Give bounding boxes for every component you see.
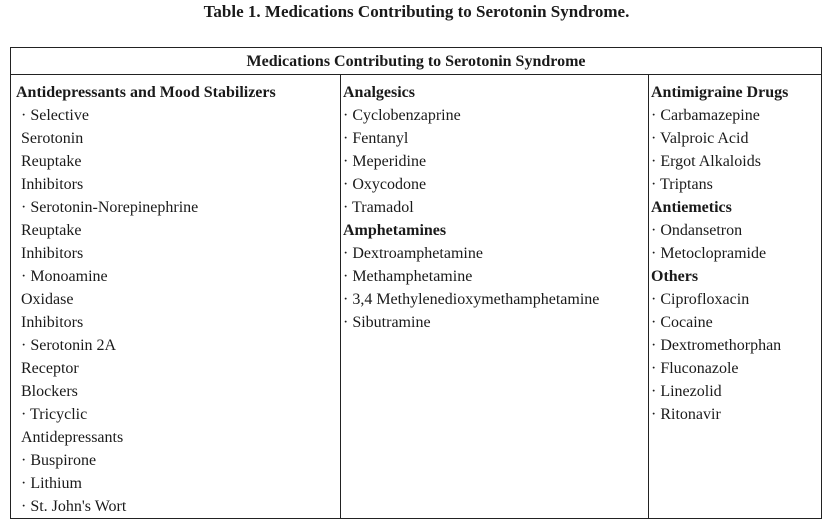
group-title: Antiemetics	[651, 199, 732, 216]
column-2	[341, 75, 649, 518]
group-title: Antidepressants and Mood Stabilizers	[16, 84, 276, 101]
list-item: · Ondansetron	[651, 222, 743, 239]
list-item: · Ritonavir	[651, 406, 721, 423]
list-item: · Buspirone	[21, 452, 97, 469]
list-item: · Serotonin 2A	[21, 337, 117, 354]
list-item: Serotonin	[21, 130, 84, 147]
list-item: · Metoclopramide	[651, 245, 767, 262]
group-title: Antimigraine Drugs	[651, 84, 789, 101]
list-item: · Serotonin-Norepinephrine	[21, 199, 199, 216]
list-item: · Fentanyl	[343, 130, 409, 147]
list-item: Blockers	[21, 383, 78, 400]
list-item: · Ciprofloxacin	[651, 291, 750, 308]
list-item: · Ergot Alkaloids	[651, 153, 761, 170]
list-item: Inhibitors	[21, 314, 84, 331]
list-item: Reuptake	[21, 222, 82, 239]
list-item: · Monoamine	[21, 268, 108, 285]
list-item: · Triptans	[651, 176, 713, 193]
list-item: · Meperidine	[343, 153, 427, 170]
list-item: · Sibutramine	[343, 314, 431, 331]
list-item: Receptor	[21, 360, 79, 377]
list-item: Inhibitors	[21, 176, 84, 193]
column-1	[11, 75, 341, 518]
list-item: Antidepressants	[21, 429, 124, 446]
medications-table	[10, 47, 822, 519]
group-title: Others	[651, 268, 699, 285]
list-item: · Valproic Acid	[651, 130, 749, 147]
list-item: · Oxycodone	[343, 176, 427, 193]
list-item: · Cyclobenzaprine	[343, 107, 461, 124]
list-item: · Tramadol	[343, 199, 414, 216]
list-item: · Methamphetamine	[343, 268, 473, 285]
list-item: · Selective	[21, 107, 89, 124]
table-body	[11, 75, 821, 518]
list-item: · Linezolid	[651, 383, 722, 400]
list-item: · Fluconazole	[651, 360, 739, 377]
table-caption: Table 1. Medications Contributing to Serotonin Syndrome.	[203, 2, 630, 21]
list-item: Inhibitors	[21, 245, 84, 262]
column-3	[649, 75, 821, 518]
list-item: · Carbamazepine	[651, 107, 760, 124]
list-item: · Lithium	[21, 475, 82, 492]
list-item: Oxidase	[21, 291, 74, 308]
list-item: · Dextromethorphan	[651, 337, 782, 354]
group-title: Analgesics	[343, 84, 415, 101]
group-title: Amphetamines	[343, 222, 447, 239]
list-item: · Tricyclic	[21, 406, 88, 423]
list-item: · St. John's Wort	[21, 498, 127, 515]
list-item: Reuptake	[21, 153, 82, 170]
list-item: · 3,4 Methylenedioxymethamphetamine	[343, 291, 600, 308]
list-item: · Dextroamphetamine	[343, 245, 483, 262]
table-header: Medications Contributing to Serotonin Syndrome	[11, 48, 821, 75]
list-item: · Cocaine	[651, 314, 713, 331]
